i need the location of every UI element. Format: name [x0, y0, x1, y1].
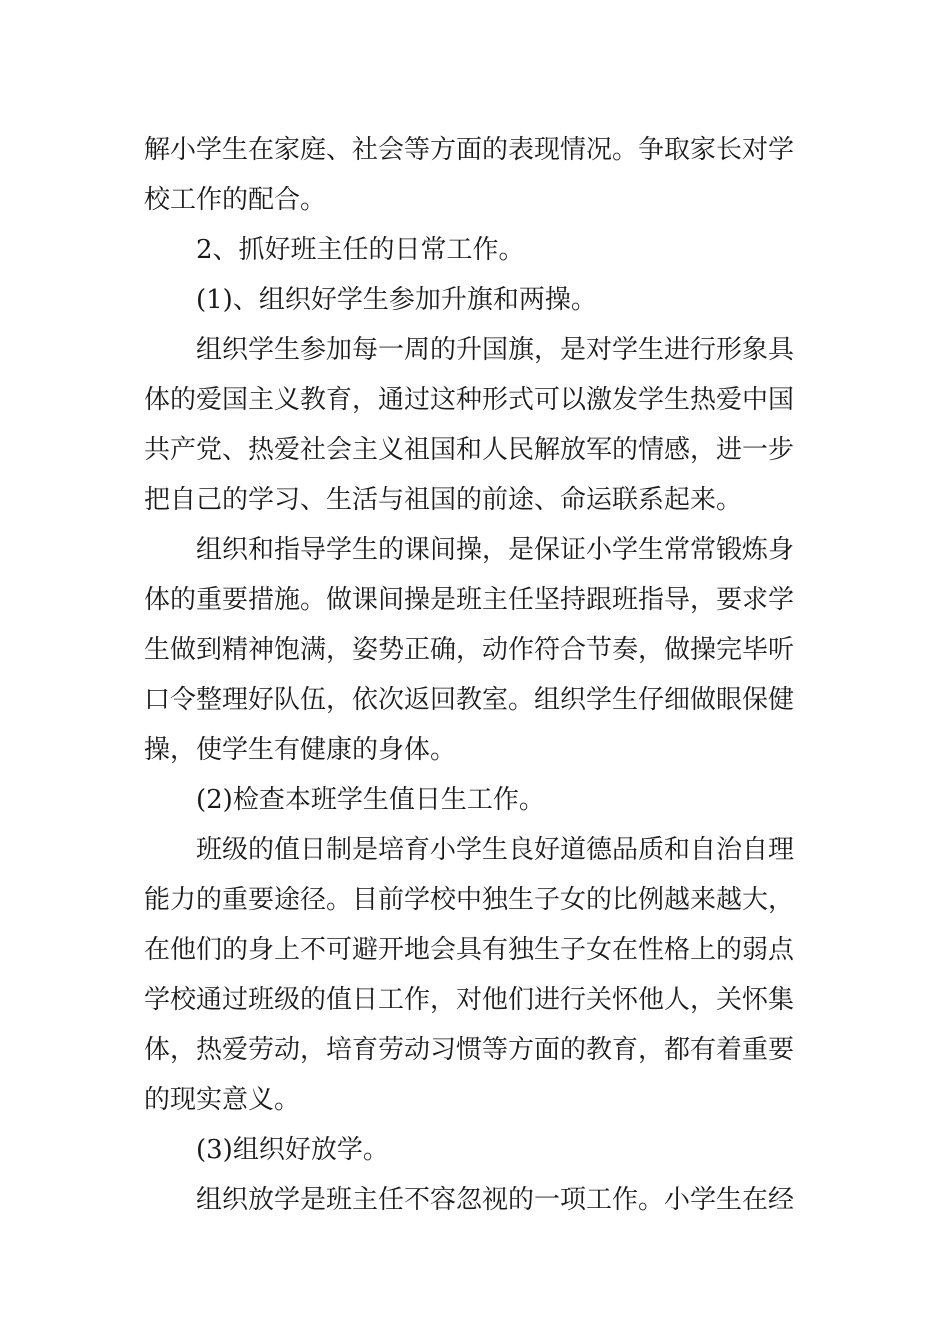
text-line: 组织和指导学生的课间操，是保证小学生常常锻炼身: [196, 535, 795, 565]
text-line: 共产党、热爱社会主义祖国和人民解放军的情感，进一步: [144, 435, 795, 465]
text-line: 组织学生参加每一周的升国旗，是对学生进行形象具: [196, 335, 795, 365]
text-line: 体，热爱劳动，培育劳动习惯等方面的教育，都有着重要: [144, 1035, 795, 1065]
subsection-heading: (1)、组织好学生参加升旗和两操。: [196, 285, 597, 315]
text-line: 的现实意义。: [144, 1085, 301, 1115]
text-line: 班级的值日制是培育小学生良好道德品质和自治自理: [196, 835, 795, 865]
text-line: 能力的重要途径。目前学校中独生子女的比例越来越大，: [144, 885, 795, 915]
text-line: 在他们的身上不可避开地会具有独生子女在性格上的弱点: [144, 935, 795, 965]
text-line: 把自己的学习、生活与祖国的前途、命运联系起来。: [144, 485, 743, 515]
text-line: 体的重要措施。做课间操是班主任坚持跟班指导，要求学: [144, 585, 795, 615]
text-line: 组织放学是班主任不容忽视的一项工作。小学生在经: [196, 1185, 795, 1215]
text-line: 生做到精神饱满，姿势正确，动作符合节奏，做操完毕听: [144, 635, 795, 665]
text-line: 操，使学生有健康的身体。: [144, 735, 457, 765]
subsection-heading: (3)组织好放学。: [196, 1135, 389, 1165]
text-line: 体的爱国主义教育，通过这种形式可以激发学生热爱中国: [144, 385, 795, 415]
subsection-heading: (2)检查本班学生值日生工作。: [196, 785, 545, 815]
text-line: 学校通过班级的值日工作，对他们进行关怀他人，关怀集: [144, 985, 795, 1015]
text-line: 解小学生在家庭、社会等方面的表现情况。争取家长对学: [144, 135, 795, 165]
text-line: 校工作的配合。: [144, 185, 327, 215]
section-heading: 2、抓好班主任的日常工作。: [196, 235, 525, 265]
text-line: 口令整理好队伍，依次返回教室。组织学生仔细做眼保健: [144, 685, 795, 715]
